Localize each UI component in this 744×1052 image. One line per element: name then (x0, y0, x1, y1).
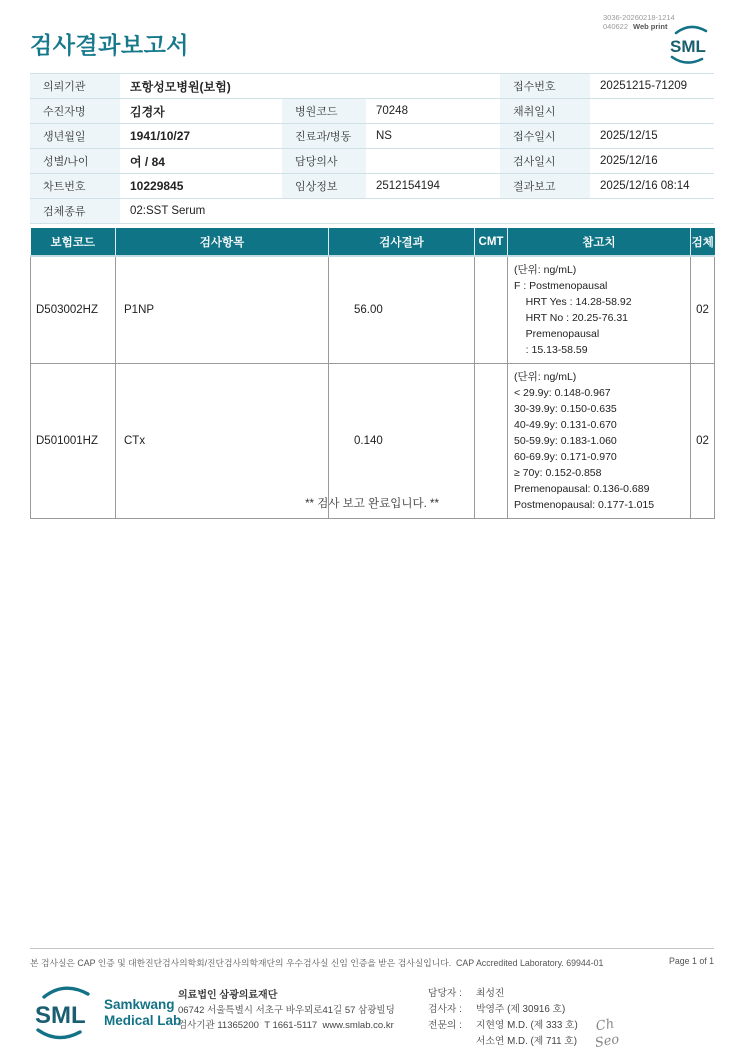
specimen-code: 02 (691, 256, 715, 364)
reference-line: F : Postmenopausal (514, 280, 608, 292)
col-header-cmt: CMT (475, 228, 508, 256)
info-label: 의뢰기관 (30, 74, 120, 99)
organization-registration: 검사기관 11365200 T 1661-5117 www.smlab.co.kr (178, 1020, 394, 1031)
info-label: 병원코드 (282, 99, 366, 124)
info-value: NS (366, 124, 500, 149)
info-value: 포항성모병원(보험) (120, 74, 500, 99)
reference-line: HRT No : 20.25-76.31 (514, 312, 629, 324)
patient-info-table (30, 73, 714, 224)
info-label: 검사일시 (500, 149, 590, 174)
staff-row (428, 986, 714, 1002)
info-row (30, 74, 714, 99)
staff-role: 검사자 : (428, 1004, 462, 1015)
info-label: 담당의사 (282, 149, 366, 174)
info-value: 70248 (366, 99, 500, 124)
doctor-signature: Seo (593, 1031, 621, 1052)
organization-address: 06742 서울특별시 서초구 바우뫼로41길 57 삼광빌딩 (178, 1005, 395, 1016)
test-result: 56.00 (329, 256, 475, 364)
cap-accreditation-row (30, 956, 714, 969)
print-code-2: 040622 Web print (603, 22, 668, 31)
result-table (30, 228, 715, 519)
info-value (590, 99, 714, 124)
reference-line: HRT Yes : 14.28-58.92 (514, 296, 632, 308)
info-label: 임상정보 (282, 174, 366, 199)
staff-role: 전문의 : (428, 1020, 462, 1031)
info-row (30, 174, 714, 199)
info-label: 수진자명 (30, 99, 120, 124)
info-value: 2025/12/16 08:14 (590, 174, 714, 199)
reference-line: 60-69.9y: 0.171-0.970 (514, 451, 617, 463)
info-label: 성별/나이 (30, 149, 120, 174)
info-row (30, 199, 714, 224)
web-print-label: Web print (633, 22, 668, 31)
sml-logo-icon (666, 24, 712, 71)
staff-row (428, 1018, 714, 1034)
print-code-1: 3036-20260218-1214 (603, 13, 675, 22)
col-header-item: 검사항목 (116, 228, 329, 256)
staff-name: 지현영 M.D. (제 333 호) (476, 1020, 578, 1031)
staff-row (428, 1002, 714, 1018)
reference-line: ≥ 70y: 0.152-0.858 (514, 467, 602, 479)
lab-name-line1: Samkwang (104, 997, 175, 1012)
reference-line: (단위: ng/mL) (514, 371, 577, 383)
info-value (366, 149, 500, 174)
info-value: 02:SST Serum (120, 199, 714, 224)
info-label: 접수일시 (500, 124, 590, 149)
info-label: 진료과/병동 (282, 124, 366, 149)
info-value: 2025/12/15 (590, 124, 714, 149)
reference-line: (단위: ng/mL) (514, 264, 577, 276)
info-value: 1941/10/27 (120, 124, 282, 149)
organization-info (178, 988, 428, 1033)
lab-name-line2: Medical Lab (104, 1013, 182, 1028)
reference-line: Postmenopausal: 0.177-1.015 (514, 499, 655, 511)
info-row (30, 149, 714, 174)
doctor-signature: Ch (594, 1016, 616, 1035)
organization-name: 의료법인 삼광의료재단 (178, 990, 278, 1001)
reference-line: Premenopausal (514, 328, 600, 340)
logo-mark-text: SML (670, 37, 706, 56)
info-value: 2512154194 (366, 174, 500, 199)
info-value: 10229845 (120, 174, 282, 199)
staff-row (428, 1031, 714, 1052)
reference-line: 50-59.9y: 0.183-1.060 (514, 435, 617, 447)
col-header-reference: 참고치 (508, 228, 691, 256)
info-value: 2025/12/16 (590, 149, 714, 174)
insurance-code: D503002HZ (31, 256, 116, 364)
test-item: CTx (116, 364, 329, 519)
print-info (603, 13, 675, 31)
col-header-code: 보험코드 (31, 228, 116, 256)
info-label: 검체종류 (30, 199, 120, 224)
lab-name (104, 997, 181, 1029)
info-label: 생년월일 (30, 124, 120, 149)
staff-signatures (428, 986, 714, 1050)
footer (30, 984, 714, 1052)
info-label: 결과보고 (500, 174, 590, 199)
info-row (30, 99, 714, 124)
sml-footer-logo-icon (30, 984, 181, 1042)
info-value: 20251215-71209 (590, 74, 714, 99)
footer-divider (30, 948, 714, 949)
info-row (30, 124, 714, 149)
info-value: 김경자 (120, 99, 282, 124)
staff-name: 최성진 (476, 988, 505, 999)
col-header-result: 검사결과 (329, 228, 475, 256)
reference-line: 30-39.9y: 0.150-0.635 (514, 403, 617, 415)
reference-line: Premenopausal: 0.136-0.689 (514, 483, 650, 495)
logo-mark-text: SML (35, 1002, 86, 1029)
reference-line: 40-49.9y: 0.131-0.670 (514, 419, 617, 431)
reference-line: < 29.9y: 0.148-0.967 (514, 387, 611, 399)
specimen-code: 02 (691, 364, 715, 519)
staff-role: 담당자 : (428, 988, 462, 999)
page-number: Page 1 of 1 (669, 956, 714, 966)
cmt-cell (475, 256, 508, 364)
page-title: 검사결과보고서 (30, 32, 190, 58)
test-item: P1NP (116, 256, 329, 364)
info-label: 차트번호 (30, 174, 120, 199)
result-header-row (31, 228, 715, 256)
insurance-code: D501001HZ (31, 364, 116, 519)
logo-arc-top (676, 27, 706, 33)
staff-name: 서소연 M.D. (제 711 호) (476, 1036, 578, 1047)
info-label: 채취일시 (500, 99, 590, 124)
logo-arc-top (44, 988, 88, 997)
completion-note: ** 검사 보고 완료입니다. ** (305, 498, 439, 510)
cap-accreditation-text: 본 검사실은 CAP 인증 및 대한진단검사의학회/진단검사의학재단의 우수검사실 신임 인증을 받은 검사실입니다. CAP Accredited Laboratory. 69944-01 (30, 958, 604, 968)
reference-range (508, 256, 691, 364)
staff-name: 박영주 (제 30916 호) (476, 1004, 566, 1015)
result-row (31, 256, 715, 364)
info-label: 접수번호 (500, 74, 590, 99)
reference-line: : 15.13-58.59 (514, 344, 588, 356)
info-value: 여 / 84 (120, 149, 282, 174)
col-header-specimen: 검체 (691, 228, 715, 256)
logo-arc-bottom (672, 57, 702, 63)
logo-arc-bottom (38, 1030, 80, 1038)
test-result: 0.140 (329, 364, 475, 519)
